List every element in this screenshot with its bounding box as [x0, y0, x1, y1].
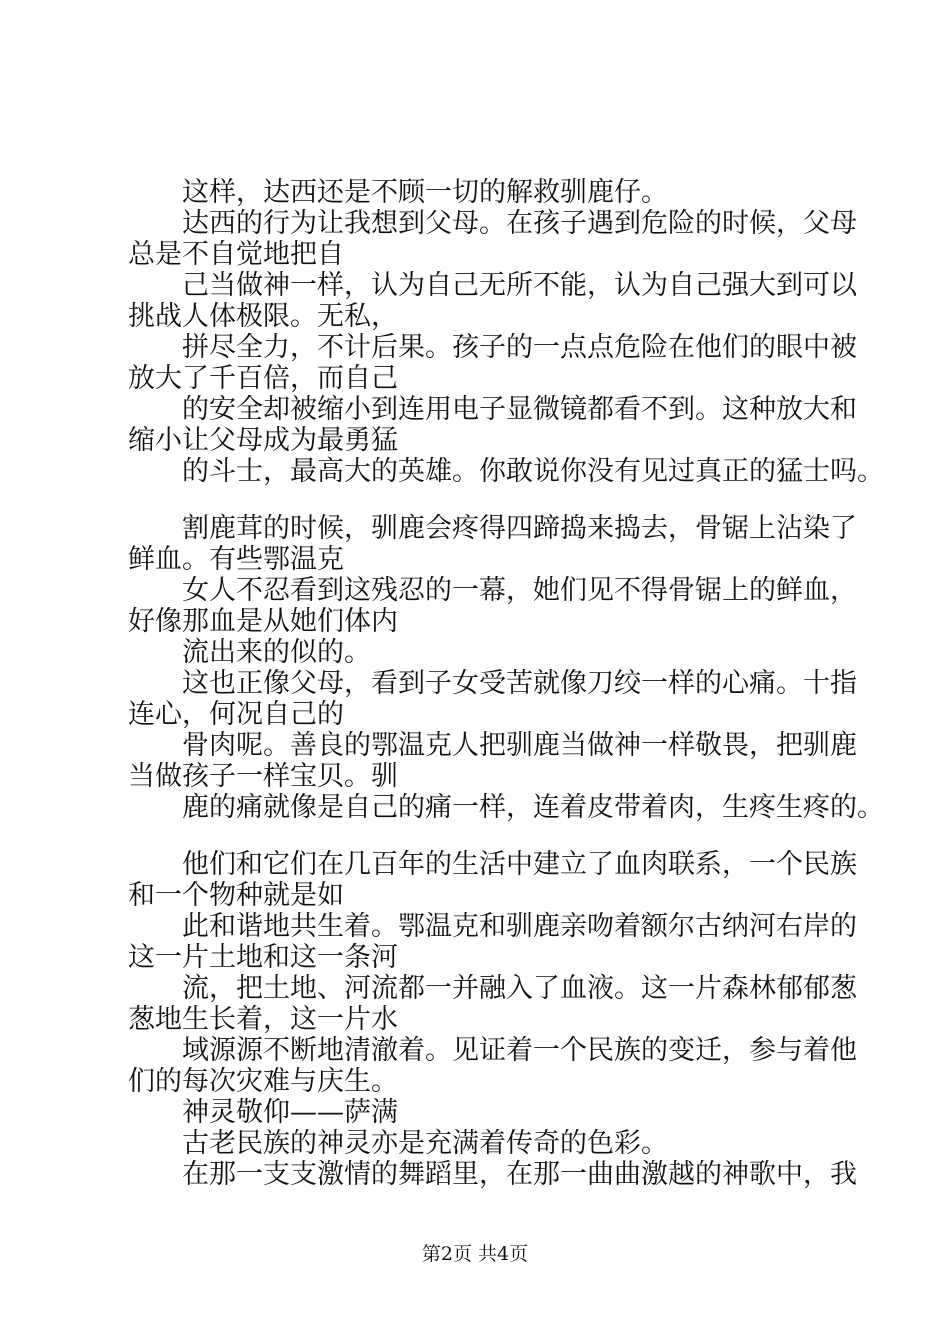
- text-line: 连心，何况自己的: [128, 699, 344, 730]
- text-line: 在那一支支激情的舞蹈里，在那一曲曲激越的神歌中，我: [182, 1159, 857, 1190]
- text-line: 域源源不断地清澈着。见证着一个民族的变迁，参与着他: [182, 1035, 857, 1066]
- text-line: 总是不自觉地把自: [128, 239, 344, 270]
- text-line: 鹿的痛就像是自己的痛一样，连着皮带着肉，生疼生疼的。: [182, 792, 884, 823]
- text-line: 和一个物种就是如: [128, 880, 344, 911]
- text-line: 己当做神一样，认为自己无所不能，认为自己强大到可以: [182, 270, 857, 301]
- text-line: 割鹿茸的时候，驯鹿会疼得四蹄捣来捣去，骨锯上沾染了: [182, 513, 857, 544]
- text-line: 当做孩子一样宝贝。驯: [128, 761, 398, 792]
- text-line: 流，把土地、河流都一并融入了血液。这一片森林郁郁葱: [182, 973, 857, 1004]
- page-footer: 第2页 共4页: [421, 1243, 529, 1265]
- text-line: 挑战人体极限。无私，: [128, 301, 398, 332]
- text-line: 流出来的似的。: [182, 637, 371, 668]
- text-line: 他们和它们在几百年的生活中建立了血肉联系，一个民族: [182, 849, 857, 880]
- text-line: 鲜血。有些鄂温克: [128, 544, 344, 575]
- text-line: 拼尽全力，不计后果。孩子的一点点危险在他们的眼中被: [182, 332, 857, 363]
- text-line: 这也正像父母，看到子女受苦就像刀绞一样的心痛。十指: [182, 668, 857, 699]
- text-line: 放大了千百倍，而自己: [128, 363, 398, 394]
- text-line: 达西的行为让我想到父母。在孩子遇到危险的时候，父母: [182, 208, 857, 239]
- text-line: 的斗士，最高大的英雄。你敢说你没有见过真正的猛士吗。: [182, 456, 884, 487]
- text-line: 葱地生长着，这一片水: [128, 1004, 398, 1035]
- text-line: 的安全却被缩小到连用电子显微镜都看不到。这种放大和: [182, 394, 857, 425]
- text-line: 骨肉呢。善良的鄂温克人把驯鹿当做神一样敬畏，把驯鹿: [182, 730, 857, 761]
- text-line: 古老民族的神灵亦是充满着传奇的色彩。: [182, 1128, 668, 1159]
- text-line: 此和谐地共生着。鄂温克和驯鹿亲吻着额尔古纳河右岸的: [182, 911, 857, 942]
- text-line: 好像那血是从她们体内: [128, 606, 398, 637]
- text-line: 们的每次灾难与庆生。: [128, 1066, 398, 1097]
- text-line: 女人不忍看到这残忍的一幕，她们见不得骨锯上的鲜血，: [182, 575, 857, 606]
- text-line: 缩小让父母成为最勇猛: [128, 425, 398, 456]
- text-line: 这样，达西还是不顾一切的解救驯鹿仔。: [182, 177, 668, 208]
- text-line: 这一片土地和这一条河: [128, 942, 398, 973]
- section-heading: 神灵敬仰——萨满: [182, 1097, 398, 1128]
